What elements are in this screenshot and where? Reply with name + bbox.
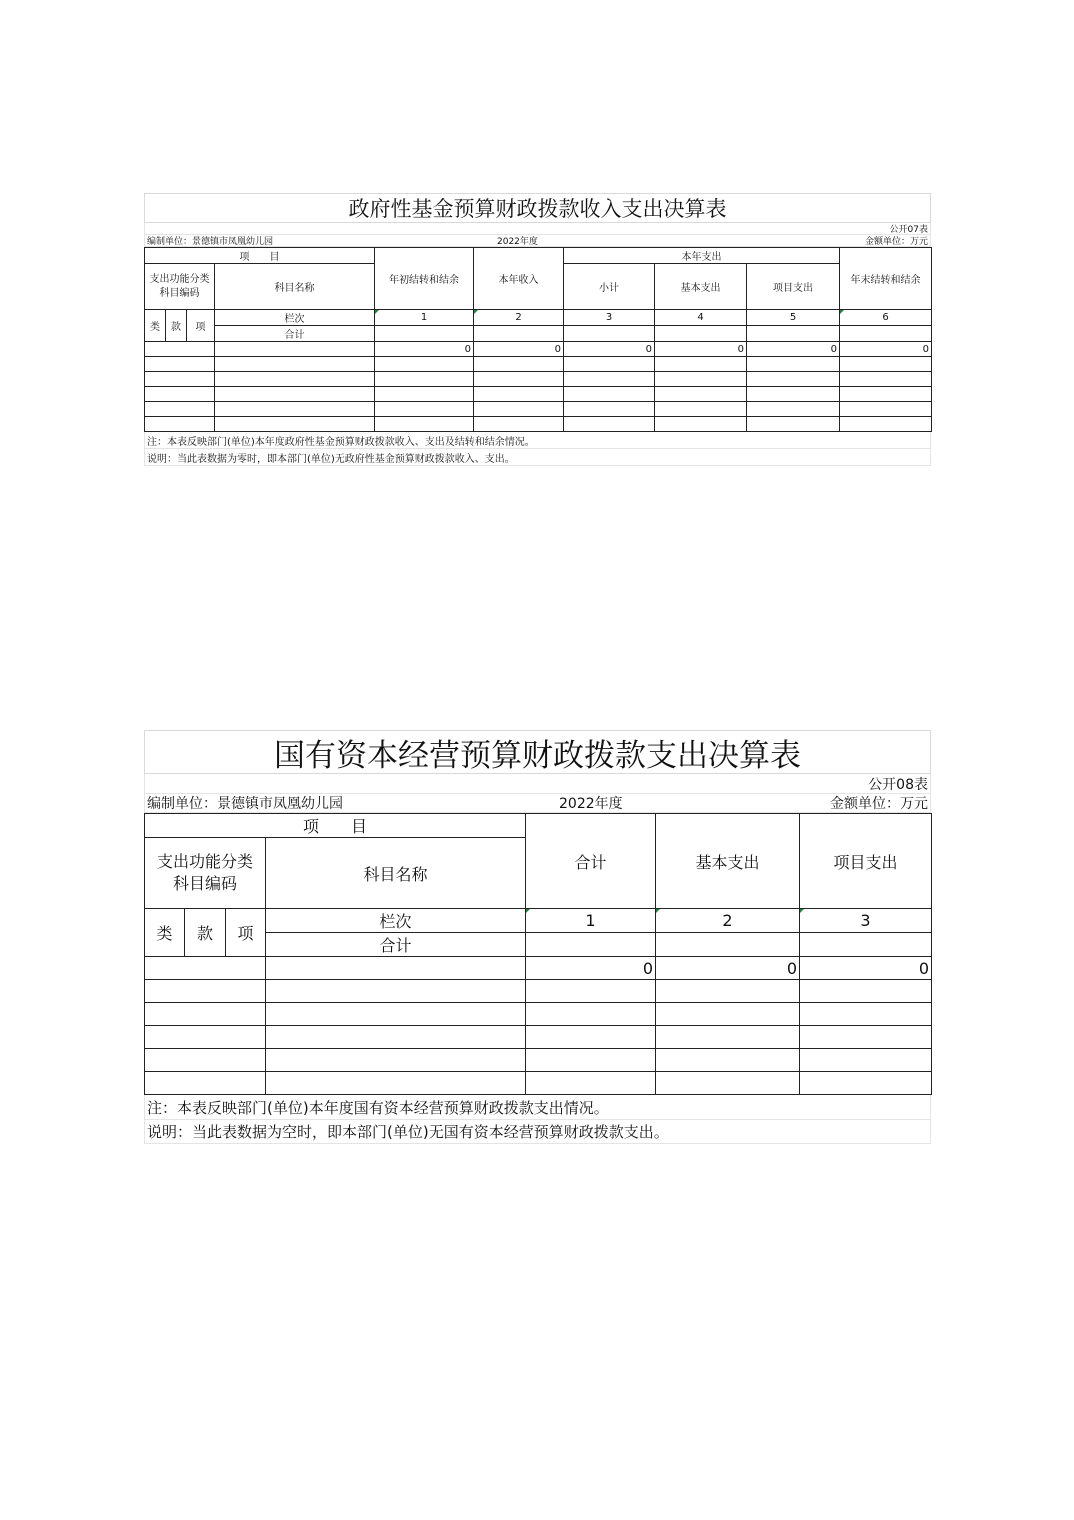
table-07-func-code-header: 支出功能分类科目编码: [145, 264, 215, 310]
table-07-currency: 金额单位：万元: [864, 237, 928, 247]
table-08-project-header: 项目支出: [800, 814, 932, 909]
table-07-grid: [144, 247, 932, 432]
table-08-grid: [144, 813, 932, 1095]
table-07-opening-header: 年初结转和结余: [375, 248, 474, 310]
table-07-subtotal-header: 小计: [564, 264, 655, 310]
table-08-lanci-label: 栏次: [266, 909, 526, 933]
table-08-unit-label: 编制单位：景德镇市凤凰幼儿园: [147, 796, 343, 812]
table-07-title-row: [144, 193, 931, 223]
table-08-total-value: 0: [656, 957, 800, 980]
table-08-title-row: [144, 730, 931, 774]
table-07-kuan-header: 款: [166, 310, 187, 342]
table-08-note-row: [144, 1095, 931, 1120]
table-row: [145, 957, 932, 980]
table-07-total-value: 0: [375, 342, 474, 357]
table-07-col-number: 3: [564, 310, 655, 326]
table-07-income-header: 本年收入: [474, 248, 564, 310]
table-08-basic-header: 基本支出: [656, 814, 800, 909]
table-07-note-row: [144, 432, 931, 449]
table-08-total-label: 合计: [266, 933, 526, 957]
table-07-lanci-label: 栏次: [215, 310, 375, 326]
table-07-subject-name-header: 科目名称: [215, 264, 375, 310]
table-row: [145, 357, 932, 372]
table-row: [145, 387, 932, 402]
table-08-total-value: 0: [526, 957, 656, 980]
table-08-xiang-header: 项: [226, 909, 266, 957]
table-08-func-code-line-2: 科目编码: [172, 874, 237, 893]
table-row: [145, 402, 932, 417]
table-07-col-number: 1: [375, 310, 474, 326]
table-08-kuan-header: 款: [185, 909, 226, 957]
table-08-func-code-line-1: 支出功能分类: [156, 852, 253, 871]
table-08-explain-row: [144, 1120, 931, 1144]
table-07-code: 公开07表: [889, 225, 928, 235]
table-row: [145, 342, 932, 357]
table-08-title: 国有资本经营预算财政拨款支出决算表: [274, 737, 801, 774]
table-08-col-number: 3: [800, 909, 932, 933]
table-07-project-header: 项目支出: [747, 264, 840, 310]
table-07-col-number: 5: [747, 310, 840, 326]
table-row: [145, 1003, 932, 1026]
table-07: [144, 193, 931, 466]
table-08-item-header: 项 目: [145, 814, 526, 838]
table-07-note: 注：本表反映部门(单位)本年度政府性基金预算财政拨款收入、支出及结转和结余情况。: [147, 436, 535, 448]
table-07-lei-header: 类: [145, 310, 166, 342]
table-07-meta-row: [144, 235, 931, 247]
table-row: [145, 372, 932, 387]
table-07-xiang-header: 项: [187, 310, 215, 342]
table-row: [145, 1049, 932, 1072]
table-07-total-value: 0: [474, 342, 564, 357]
table-07-title: 政府性基金预算财政拨款收入支出决算表: [348, 197, 727, 221]
table-07-unit-label: 编制单位：景德镇市凤凰幼儿园: [147, 237, 274, 247]
table-08-total-col-header: 合计: [526, 814, 656, 909]
table-07-item-header: 项 目: [145, 248, 375, 264]
table-08-func-code-header: [145, 838, 266, 909]
table-07-total-value: 0: [840, 342, 932, 357]
table-07-col-number: 6: [840, 310, 932, 326]
table-07-total-value: 0: [564, 342, 655, 357]
table-08-code: 公开08表: [868, 776, 928, 793]
table-07-closing-header: 年末结转和结余: [840, 248, 932, 310]
table-07-expense-group-header: 本年支出: [564, 248, 840, 264]
table-08-total-value: 0: [800, 957, 932, 980]
table-07-basic-header: 基本支出: [655, 264, 747, 310]
table-08-subject-name-header: 科目名称: [266, 838, 526, 909]
table-08: [144, 730, 931, 1144]
table-row: [145, 417, 932, 432]
table-row: [145, 1072, 932, 1095]
table-07-explain-row: [144, 449, 931, 466]
table-08-code-row: [144, 774, 931, 794]
table-07-col-number: 4: [655, 310, 747, 326]
table-07-total-value: 0: [747, 342, 840, 357]
table-07-explain: 说明：当此表数据为零时，即本部门(单位)无政府性基金预算财政拨款收入、支出。: [147, 453, 515, 465]
table-08-currency: 金额单位：万元: [830, 796, 928, 812]
table-08-year: 2022年度: [559, 796, 623, 812]
table-08-lei-header: 类: [145, 909, 185, 957]
table-08-col-number: 1: [526, 909, 656, 933]
table-07-total-value: 0: [655, 342, 747, 357]
table-08-meta-row: [144, 794, 931, 813]
table-08-col-number: 2: [656, 909, 800, 933]
table-row: [145, 1026, 932, 1049]
table-08-note: 注：本表反映部门(单位)本年度国有资本经营预算财政拨款支出情况。: [147, 1098, 609, 1117]
table-07-year: 2022年度: [497, 237, 538, 247]
table-row: [145, 980, 932, 1003]
table-07-col-number: 2: [474, 310, 564, 326]
table-07-total-label: 合计: [215, 326, 375, 342]
table-08-explain: 说明：当此表数据为空时，即本部门(单位)无国有资本经营预算财政拨款支出。: [147, 1123, 669, 1141]
